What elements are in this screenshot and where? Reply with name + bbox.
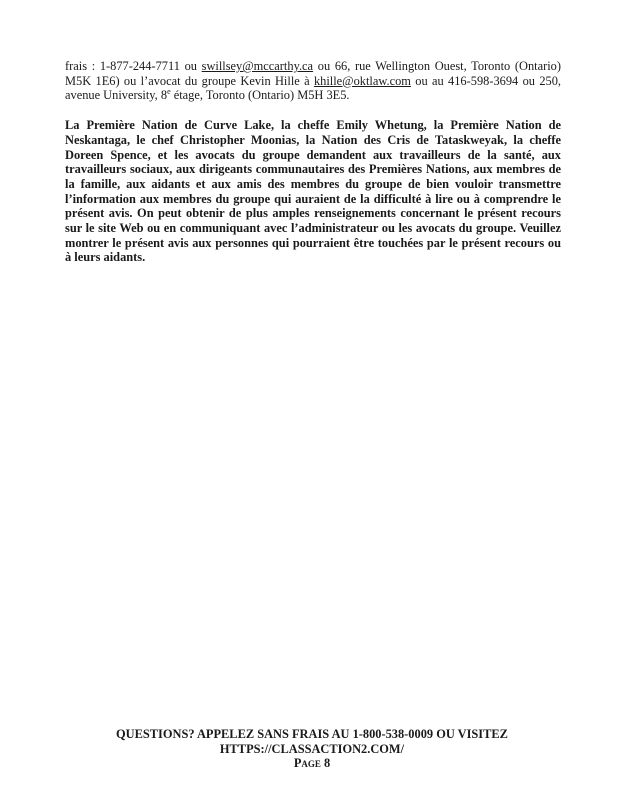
contact-text-4: étage, Toronto (Ontario) M5H 3E5. xyxy=(170,88,350,103)
page-footer xyxy=(0,727,624,771)
email-link-swillsey[interactable]: swillsey@mccarthy.ca xyxy=(201,59,314,73)
contact-text-2: ou 66, rue Wellington Ouest, Toronto (Ontario) M5K 1E6) ou l’avocat du groupe Kevin Hille à xyxy=(65,59,561,88)
notice-paragraph: La Première Nation de Curve Lake, la cheffe Emily Whetung, la Première Nation de Neskantaga, le chef Christopher Moonias, la Nation des Cris de Tataskweyak, la cheffe Doreen Spence, et les avocats du groupe demandent aux travailleurs de la santé, aux travailleurs sociaux, aux dirigeants communautaires des Premières Nations, aux membres de la famille, aux aidants et aux amis des membres du groupe de bien vouloir transmettre l’information aux membres du groupe qui auraient de la difficulté à lire ou à comprendre le présent avis. On peut obtenir de plus amples renseignements concernant le présent recours sur le site Web ou en communiquant avec l’administrateur ou les avocats du groupe. Veuillez montrer le présent avis aux personnes qui pourraient être touchées par le présent recours ou à leurs aidants. xyxy=(65,118,561,265)
email-link-khille[interactable]: khille@oktlaw.com xyxy=(313,73,411,88)
page-content xyxy=(65,59,561,265)
contact-paragraph xyxy=(65,59,561,103)
page-number: Page 8 xyxy=(293,756,331,771)
footer-questions-line: QUESTIONS? APPELEZ SANS FRAIS AU 1-800-538-0009 OU VISITEZ xyxy=(116,727,508,741)
contact-text-1: frais : 1-877-244-7711 ou xyxy=(65,59,202,73)
contact-text-3: ou au 416-598-3694 ou 250, avenue University, 8 xyxy=(65,73,561,103)
footer-url: HTTPS://CLASSACTION2.COM/ xyxy=(219,741,405,756)
floor-ordinal-superscript: e xyxy=(167,87,171,97)
